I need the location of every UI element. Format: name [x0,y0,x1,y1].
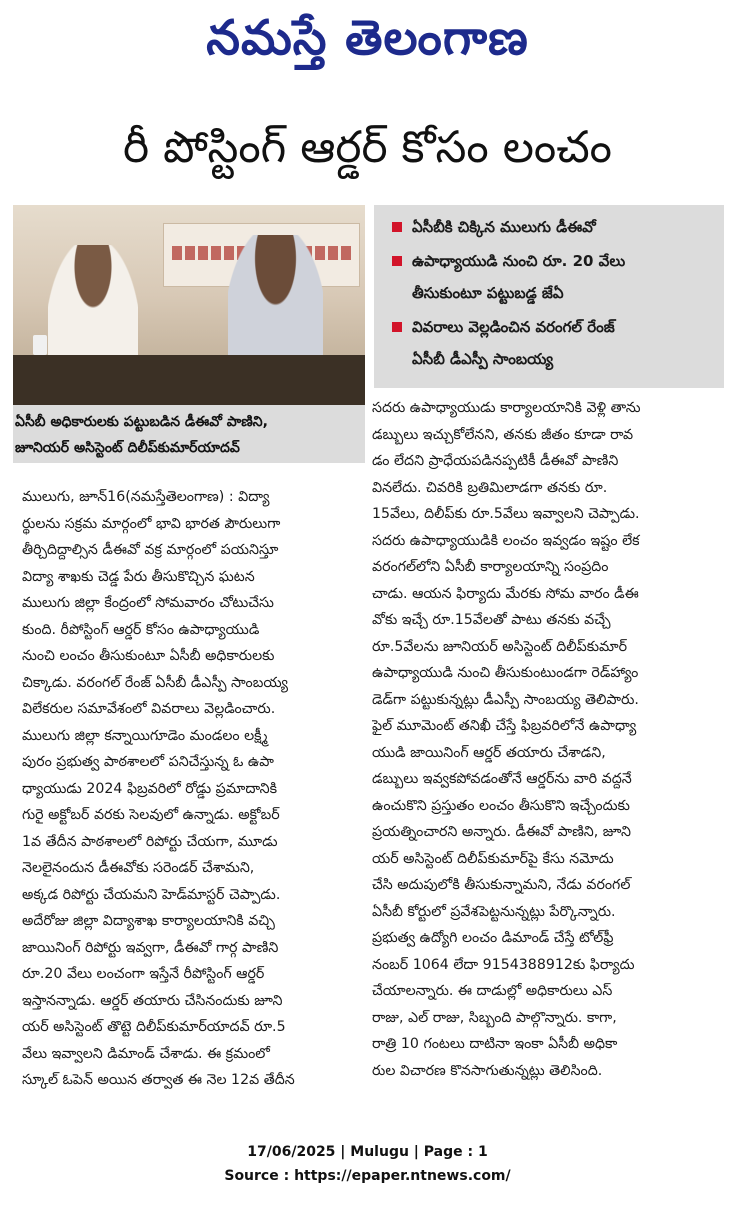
article-line: యర్ అసిస్టెంట్ తొట్టె దిలీప్‌కుమార్‌యాదవ్ రూ.5 [22,1019,286,1035]
article-line: కుంది. రీపోస్టింగ్ ఆర్డర్ కోసం ఉపాధ్యాయుడి [22,621,260,638]
article-line: అక్కడ రిపోర్టు చేయమని హెడ్‌మాస్టర్ చెప్పాడు. [22,886,281,903]
article-line: రాజు, ఎల్ రాజు, సిబ్బంది పాల్గొన్నారు. కాగా, [372,1009,617,1026]
masthead: నమస్తే తెలంగాణ [206,10,529,66]
article-line: నుంచి లంచం తీసుకుంటూ ఏసీబీ అధికారులకు [22,648,275,664]
highlights-box [374,205,724,388]
article-line: 15వేలు, దిలీప్‌కు రూ.5వేలు ఇవ్వాలని చెప్పాడు. [372,506,640,522]
square-bullet-icon [392,256,402,266]
footer [0,1140,735,1188]
highlight-line: ఏసీబీ డీఎస్పీ సాంబయ్య [412,350,554,368]
article-line: స్కూల్ ఓపెన్ అయిన తర్వాత ఈ నెల 12వ తేదీన [22,1072,295,1088]
article-line: ధ్యాయుడు 2024 ఫిబ్రవరిలో రోడ్డు ప్రమాదానికి [22,780,277,797]
footer-dateline: 17/06/2025 | Mulugu | Page : 1 [247,1144,488,1160]
article-line: డబ్బులు ఇచ్చుకోలేనని, తనకు జీతం కూడా రావ [372,426,634,443]
article-line: డెడ్‌గా పట్టుకున్నట్లు డీఎస్పీ సాంబయ్య తెలిపారు. [372,691,639,708]
article-line: డబ్బులు ఇవ్వకపోవడంతోనే ఆర్డర్‌ను వారి వద్దనే [372,771,632,787]
article-line: రూ.5వేలను జూనియర్ అసిస్టెంట్ దిలీప్‌కుమార్ [372,638,628,655]
caption-line: ఏసీబీ అధికారులకు పట్టుబడిన డీఈవో పాణిని, [15,414,268,430]
article-line: ఉపాధ్యాయుడి నుంచి తీసుకుంటుండగా రెడ్‌హ్యాం [372,665,639,681]
highlight-item [392,245,716,309]
article-line: రుల విచారణ కొనసాగుతున్నట్లు తెలిసింది. [372,1062,603,1079]
article-line: యర్ అసిస్టెంట్ దిలీప్‌కుమార్‌పై కేసు నమోదు [372,850,614,867]
article-line: రాత్రి 10 గంటలు దాటినా ఇంకా ఏసీబీ అధికా [372,1036,618,1052]
article-line: ములుగు జిల్లా కన్నాయిగూడెం మండలం లక్ష్మీ [22,727,268,744]
photo-person-left [48,245,138,365]
article-line: విద్యా శాఖకు చెడ్డ పేరు తీసుకొచ్చిన ఘటన [22,568,255,585]
article-line: సదరు ఉపాధ్యాయుడికి లంచం ఇవ్వడం ఇష్టం లేక [372,532,640,549]
article-line: చిక్కాడు. వరంగల్ రేంజ్ ఏసీబీ డీఎస్పీ సాంబయ్య [22,674,288,691]
article-line: ఉంచుకొని ప్రస్తుతం లంచం తీసుకొని ఇచ్చేందుకు [372,797,630,814]
photo-caption [13,405,365,463]
article-column-left [22,484,360,1094]
article-line: ర్థులను సక్రమ మార్గంలో భావి భారత పౌరులుగా [22,515,281,532]
article-line: తీర్చిదిద్దాల్సిన డీఈవో వక్ర మార్గంలో పయనిస్తూ [22,542,279,558]
article-line: గురై అక్టోబర్ వరకు సెలవులో ఉన్నాడు. అక్టోబర్ [22,807,280,823]
article-line: ఫైల్ మూమెంట్ తనిఖీ చేస్తే ఫిబ్రవరిలోనే ఉపాధ్యా [372,718,637,734]
article-line: సదరు ఉపాధ్యాయుడు కార్యాలయానికి వెళ్లి తాను [372,400,641,416]
article-line: ప్రయత్నించారని అన్నారు. డీఈవో పాణిని, జూని [372,824,631,840]
article-line: వోకు ఇచ్చే రూ.15వేలతో పాటు తనకు వచ్చే [372,612,611,628]
square-bullet-icon [392,222,402,232]
article-line: వేలు ఇవ్వాలని డిమాండ్ చేశాడు. ఈ క్రమంలో [22,1045,270,1062]
article-line: చేసి అదుపులోకి తీసుకున్నామని, నేడు వరంగల్ [372,877,631,893]
article-line: చాడు. ఆయన ఫిర్యాదు మేరకు సోమ వారం డీఈ [372,585,639,602]
highlight-item [392,311,716,375]
article-line: ములుగు, జూన్16(నమస్తేతెలంగాణ) : విద్యా [22,489,270,505]
article-line: రూ.20 వేలు లంచంగా ఇస్తేనే రీపోస్టింగ్ ఆర్డర్ [22,966,265,982]
headline: రీ పోస్టింగ్ ఆర్డర్ కోసం లంచం [123,122,612,173]
article-column-right [372,395,722,1084]
article-line: ప్రభుత్వ ఉద్యోగి లంచం డిమాండ్ చేస్తే టోల్‌ఫ్రీ [372,930,614,946]
article-line: విలేకరుల సమావేశంలో వివరాలు వెల్లడించారు. [22,701,276,717]
photo-person-right [228,235,323,365]
article-line: వినలేదు. చివరికి బ్రతిమిలాడగా తనకు రూ. [372,479,608,496]
article-line: ములుగు జిల్లా కేంద్రంలో సోమవారం చోటుచేసు [22,595,274,611]
photo-table [13,355,365,405]
photo-cup [33,335,47,355]
square-bullet-icon [392,322,402,332]
article-line: అదేరోజు జిల్లా విద్యాశాఖ కార్యాలయానికి వచ్చి [22,913,275,929]
article-line: డం లేదని ప్రాధేయపడినప్పటికీ డీఈవో పాణిని [372,453,619,469]
news-photo [13,205,365,405]
article-line: 1వ తేదీన పాఠశాలలో రిపోర్టు చేయగా, మూడు [22,833,278,850]
footer-source: Source : https://epaper.ntnews.com/ [224,1168,511,1184]
article-line: నంబర్ 1064 లేదా 9154388912కు ఫిర్యాదు [372,956,635,973]
caption-line: జూనియర్ అసిస్టెంట్ దిలీప్‌కుమార్‌యాదవ్ [15,440,240,456]
highlight-line: వివరాలు వెల్లడించిన వరంగల్ రేంజ్ [412,318,615,336]
article-line: నెలలైనందున డీఈవోకు సరెండర్ చేశామని, [22,860,255,876]
article-line: ఏసీబీ కోర్టులో ప్రవేశపెట్టనున్నట్లు పేర్కొన్నారు. [372,903,616,920]
highlight-line: ఉపాధ్యాయుడి నుంచి రూ. 20 వేలు [412,252,626,270]
highlight-item [392,211,716,243]
article-line: వరంగల్‌లోని ఏసీబీ కార్యాలయాన్ని సంప్రదిం [372,559,609,575]
highlight-line: ఏసీబీకి చిక్కిన ములుగు డీఈవో [412,218,596,236]
article-line: ఇస్తానన్నాడు. ఆర్డర్ తయారు చేసినందుకు జూని [22,992,283,1009]
article-line: యుడి జాయినింగ్ ఆర్డర్ తయారు చేశాడని, [372,744,606,761]
article-line: చేయాలన్నారు. ఈ దాడుల్లో అధికారులు ఎస్ [372,983,613,999]
article-line: జాయినింగ్ రిపోర్టు ఇవ్వగా, డీఈవో గార్గ పాణిని [22,939,279,956]
article-line: పురం ప్రభుత్వ పాఠశాలలో పనిచేస్తున్న ఓ ఉపా [22,754,274,770]
highlight-line: తీసుకుంటూ పట్టుబడ్డ జేఏ [412,284,564,302]
